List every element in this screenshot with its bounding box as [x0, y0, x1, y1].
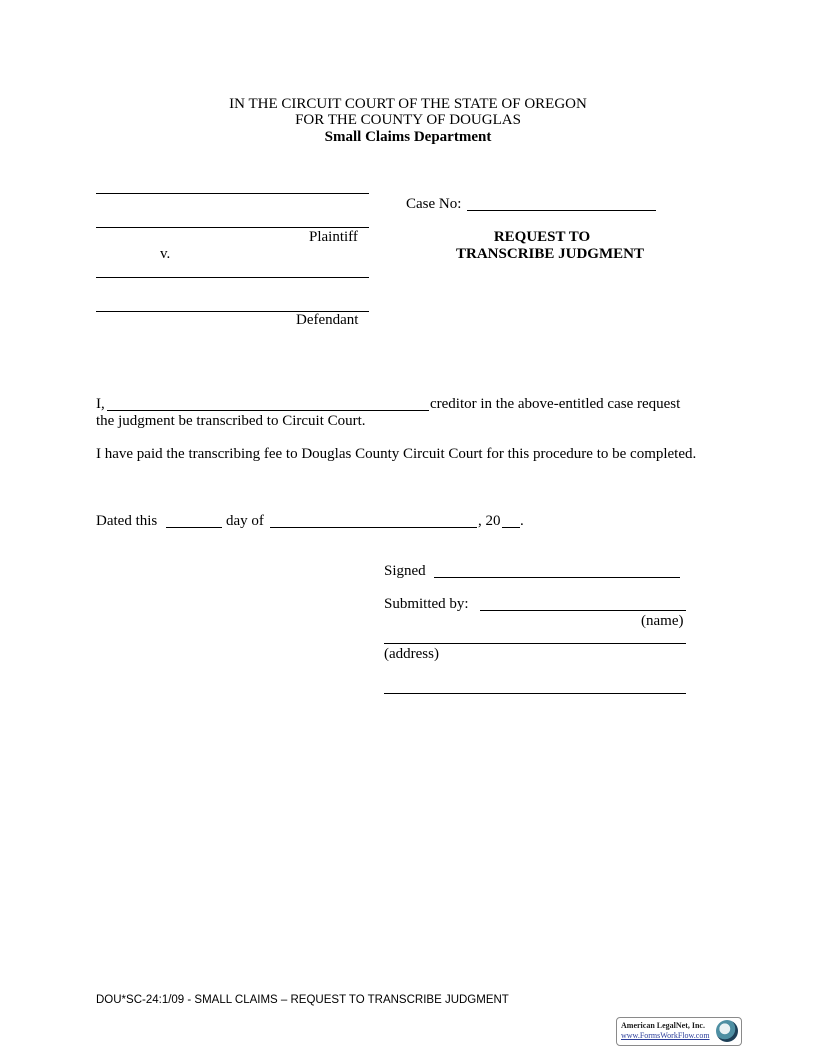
creditor-name-field[interactable]	[107, 410, 429, 411]
address-field[interactable]	[384, 643, 686, 644]
versus-label: v.	[160, 246, 171, 262]
court-name: IN THE CIRCUIT COURT OF THE STATE OF OREGON	[229, 96, 587, 112]
globe-icon	[716, 1020, 738, 1042]
county-name: FOR THE COUNTY OF DOUGLAS	[295, 112, 521, 128]
plaintiff-line-1[interactable]	[96, 193, 369, 194]
name-label: (name)	[641, 613, 684, 629]
year-prefix: , 20	[478, 513, 501, 529]
day-of-label: day of	[226, 513, 264, 529]
submitted-by-label: Submitted by:	[384, 596, 469, 612]
creditor-prefix: I,	[96, 396, 105, 412]
creditor-statement-line2: the judgment be transcribed to Circuit Court.	[96, 413, 366, 429]
dated-year-field[interactable]	[502, 527, 520, 528]
document-title-line2: TRANSCRIBE JUDGMENT	[456, 246, 644, 262]
signature-field[interactable]	[434, 577, 680, 578]
fee-statement: I have paid the transcribing fee to Douglas County Circuit Court for this procedure to be completed.	[96, 446, 697, 462]
address-field-line2[interactable]	[384, 693, 686, 694]
form-code: DOU*SC-24:1/09 - SMALL CLAIMS – REQUEST TO TRANSCRIBE JUDGMENT	[96, 994, 509, 1006]
case-no-label: Case No:	[406, 196, 462, 212]
department-name: Small Claims Department	[324, 129, 492, 145]
dated-month-field[interactable]	[270, 527, 477, 528]
case-no-field[interactable]	[467, 210, 656, 211]
publisher-logo[interactable]	[616, 1017, 742, 1046]
defendant-label: Defendant	[296, 312, 359, 328]
address-label: (address)	[384, 646, 439, 662]
dated-label: Dated this	[96, 513, 158, 529]
logo-company-name: American LegalNet, Inc.	[621, 1021, 705, 1030]
submitted-by-field[interactable]	[480, 610, 686, 611]
signed-label: Signed	[384, 563, 426, 579]
creditor-statement: creditor in the above-entitled case request	[430, 396, 681, 412]
logo-website-link[interactable]: www.FormsWorkFlow.com	[621, 1031, 710, 1040]
plaintiff-label: Plaintiff	[309, 229, 358, 245]
plaintiff-line-2[interactable]	[96, 227, 369, 228]
dated-period: .	[520, 513, 524, 529]
defendant-line-1[interactable]	[96, 277, 369, 278]
dated-day-field[interactable]	[166, 527, 222, 528]
document-title-line1: REQUEST TO	[493, 229, 591, 245]
